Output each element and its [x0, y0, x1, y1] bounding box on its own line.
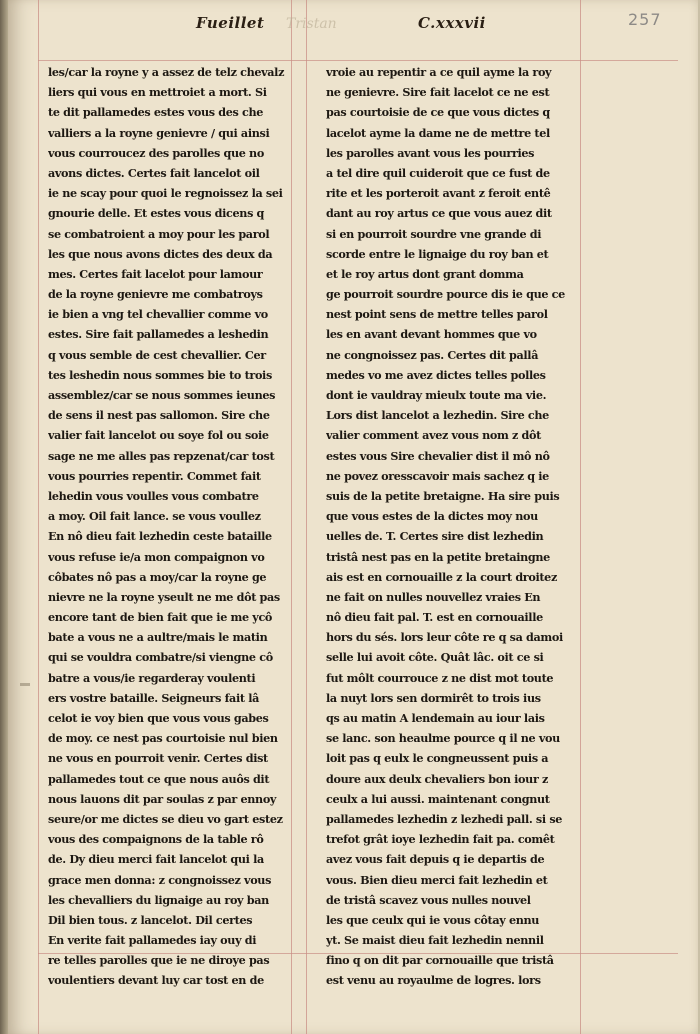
- text-line: vous pourries repentir. Commet fait: [48, 468, 261, 483]
- text-line: fut môlt courrouce z ne dist mot toute: [326, 670, 554, 685]
- text-line: encore tant de bien fait que ie me ycô: [48, 610, 273, 625]
- text-line: batre a vous/ie regarderay voulenti: [48, 670, 256, 685]
- text-line: pallamedes tout ce que nous auôs dit: [48, 771, 270, 786]
- text-line: ais est en cornouaille z la court droitez: [326, 569, 557, 584]
- text-line: ne povez oresscavoir mais sachez q ie: [326, 468, 549, 483]
- text-line: les/car la royne y a assez de telz chevalz: [48, 65, 285, 79]
- text-line: En verite fait pallamedes iay ouy di: [48, 933, 257, 948]
- text-line: de sens il nest pas sallomon. Sire che: [48, 408, 270, 423]
- text-line: de. Dy dieu merci fait lancelot qui la: [48, 852, 264, 867]
- text-line: de la royne genievre me combatroys: [48, 287, 263, 302]
- text-line: les parolles avant vous les pourries: [326, 145, 535, 160]
- text-line: En nô dieu fait lezhedin ceste bataille: [48, 529, 272, 544]
- text-line: valier comment avez vous nom z dôt: [326, 428, 541, 443]
- text-line: nest point sens de mettre telles parol: [326, 307, 548, 322]
- text-line: les chevalliers du lignaige au roy ban: [48, 892, 269, 907]
- text-line: ie bien a vng tel chevallier comme vo: [48, 307, 268, 322]
- text-line: ne fait on nulles nouvellez vraies En: [326, 589, 541, 604]
- text-line: a tel dire quil cuideroit que ce fust de: [326, 165, 550, 180]
- top-text-rule: [38, 60, 678, 61]
- text-line: te dit pallamedes estes vous des che: [48, 105, 264, 120]
- text-line: vous courroucez des parolles que no: [48, 145, 264, 160]
- text-line: qs au matin A lendemain au iour lais: [326, 711, 545, 725]
- text-line: dont ie vauldray mieulx toute ma vie.: [326, 388, 547, 402]
- text-line: se lanc. son heaulme pource q il ne vou: [326, 731, 560, 746]
- text-line: estes. Sire fait pallamedes a leshedin: [48, 327, 269, 342]
- text-line: voulentiers devant luy car tost en de: [48, 973, 264, 988]
- text-line: liers qui vous en mettroiet a mort. Si: [48, 85, 267, 100]
- text-line: nievre ne la royne yseult ne me dôt pas: [48, 589, 280, 604]
- text-line: que vous estes de la dictes moy nou: [326, 509, 538, 524]
- text-line: fino q on dit par cornouaille que tristâ: [326, 953, 554, 968]
- text-line: les que ceulx qui ie vous côtay ennu: [326, 912, 540, 927]
- running-header-showthrough: Tristan: [286, 16, 337, 32]
- text-line: celot ie voy bien que vous vous gabes: [48, 711, 269, 725]
- text-line: hors du sés. lors leur côte re q sa damoi: [326, 630, 563, 645]
- text-line: la nuyt lors sen dormirêt to trois ius: [326, 690, 541, 705]
- text-line: rite et les porteroit avant z feroit entê: [326, 186, 551, 201]
- text-line: suis de la petite bretaigne. Ha sire puis: [326, 488, 560, 503]
- text-line: et le roy artus dont grant domma: [326, 266, 524, 281]
- text-line: valier fait lancelot ou soye fol ou soie: [48, 428, 269, 443]
- text-line: grace men donna: z congnoissez vous: [48, 872, 272, 887]
- margin-rule-left-outer: [38, 0, 39, 1034]
- text-line: trefot grât ioye lezhedin fait pa. comêt: [326, 832, 555, 847]
- text-line: uelles de. T. Certes sire dist lezhedin: [326, 529, 544, 544]
- text-line: vroie au repentir a ce quil ayme la roy: [326, 65, 552, 79]
- text-line: vous des compaignons de la table rô: [48, 832, 264, 847]
- text-line: bate a vous ne a aultre/mais le matin: [48, 630, 268, 645]
- text-line: seure/or me dictes se dieu vo gart estez: [48, 811, 283, 826]
- folio-number: C.xxxvii: [418, 14, 486, 32]
- text-line: pallamedes lezhedin z lezhedi pall. si se: [326, 811, 563, 826]
- text-line: gnourie delle. Et estes vous dicens q: [48, 206, 265, 221]
- text-column-right: [326, 62, 586, 991]
- binding-gutter: [0, 0, 8, 1034]
- text-line: avez vous fait depuis q ie departis de: [326, 852, 545, 867]
- text-line: de moy. ce nest pas courtoisie nul bien: [48, 731, 278, 746]
- text-line: q vous semble de cest chevallier. Cer: [48, 347, 266, 362]
- text-line: si en pourroit sourdre vne grande di: [326, 226, 542, 241]
- text-line: estes vous Sire chevalier dist il mô nô: [326, 448, 550, 463]
- text-line: pas courtoisie de ce que vous dictes q: [326, 105, 550, 120]
- text-line: nous lauons dit par soulas z par ennoy: [48, 791, 277, 806]
- text-line: tristâ nest pas en la petite bretaingne: [326, 549, 550, 564]
- text-line: avons dictes. Certes fait lancelot oil: [48, 165, 260, 180]
- text-line: loit pas q eulx le congneussent puis a: [326, 751, 549, 766]
- text-line: ne vous en pourroit venir. Certes dist: [48, 751, 268, 766]
- text-line: tes leshedin nous sommes bie to trois: [48, 367, 272, 382]
- text-line: sage ne me alles pas repzenat/car tost: [48, 448, 275, 463]
- manuscript-page: [8, 0, 698, 1034]
- text-line: côbates nô pas a moy/car la royne ge: [48, 569, 267, 584]
- text-line: ne congnoissez pas. Certes dit pallâ: [326, 347, 539, 362]
- text-line: vous. Bien dieu merci fait lezhedin et: [326, 872, 548, 887]
- text-line: ie ne scay pour quoi le regnoissez la sei: [48, 186, 283, 201]
- running-header-left: Fueillet: [196, 14, 265, 32]
- text-column-left: [48, 62, 308, 991]
- text-line: dant au roy artus ce que vous auez dit: [326, 206, 552, 221]
- margin-mark: [20, 683, 30, 686]
- text-line: medes vo me avez dictes telles polles: [326, 367, 546, 382]
- text-line: scorde entre le lignaige du roy ban et: [326, 246, 549, 261]
- text-line: nô dieu fait pal. T. est en cornouaille: [326, 610, 543, 625]
- text-line: assemblez/car se nous sommes ieunes: [48, 388, 276, 402]
- text-line: les en avant devant hommes que vo: [326, 327, 537, 342]
- text-line: ge pourroit sourdre pource dis ie que ce: [326, 287, 565, 302]
- text-line: se combatroient a moy pour les parol: [48, 226, 270, 241]
- text-line: ers vostre bataille. Seigneurs fait lâ: [48, 690, 260, 705]
- text-line: les que nous avons dictes des deux da: [48, 246, 273, 261]
- text-line: doure aux deulx chevaliers bon iour z: [326, 771, 549, 786]
- text-line: de tristâ scavez vous nulles nouvel: [326, 892, 531, 907]
- text-line: qui se vouldra combatre/si viengne cô: [48, 650, 273, 665]
- text-line: Dil bien tous. z lancelot. Dil certes: [48, 912, 253, 927]
- text-line: vous refuse ie/a mon compaignon vo: [48, 549, 265, 564]
- text-line: selle lui avoit côte. Quât lâc. oit ce si: [326, 650, 544, 665]
- text-line: Lors dist lancelot a lezhedin. Sire che: [326, 408, 549, 423]
- text-line: yt. Se maist dieu fait lezhedin nennil: [326, 933, 544, 948]
- text-line: lehedin vous voulles vous combatre: [48, 488, 259, 503]
- text-line: ne genievre. Sire fait lacelot ce ne est: [326, 85, 550, 100]
- text-line: mes. Certes fait lacelot pour lamour: [48, 266, 263, 281]
- text-line: valliers a la royne genievre / qui ainsi: [48, 125, 270, 140]
- text-line: ceulx a lui aussi. maintenant congnut: [326, 791, 550, 806]
- text-line: a moy. Oil fait lance. se vous voullez: [48, 509, 261, 524]
- text-line: est venu au royaulme de logres. lors: [326, 973, 541, 988]
- text-line: re telles parolles que ie ne diroye pas: [48, 953, 270, 968]
- pencil-folio-number: 257: [628, 10, 662, 29]
- text-line: lacelot ayme la dame ne de mettre tel: [326, 125, 550, 140]
